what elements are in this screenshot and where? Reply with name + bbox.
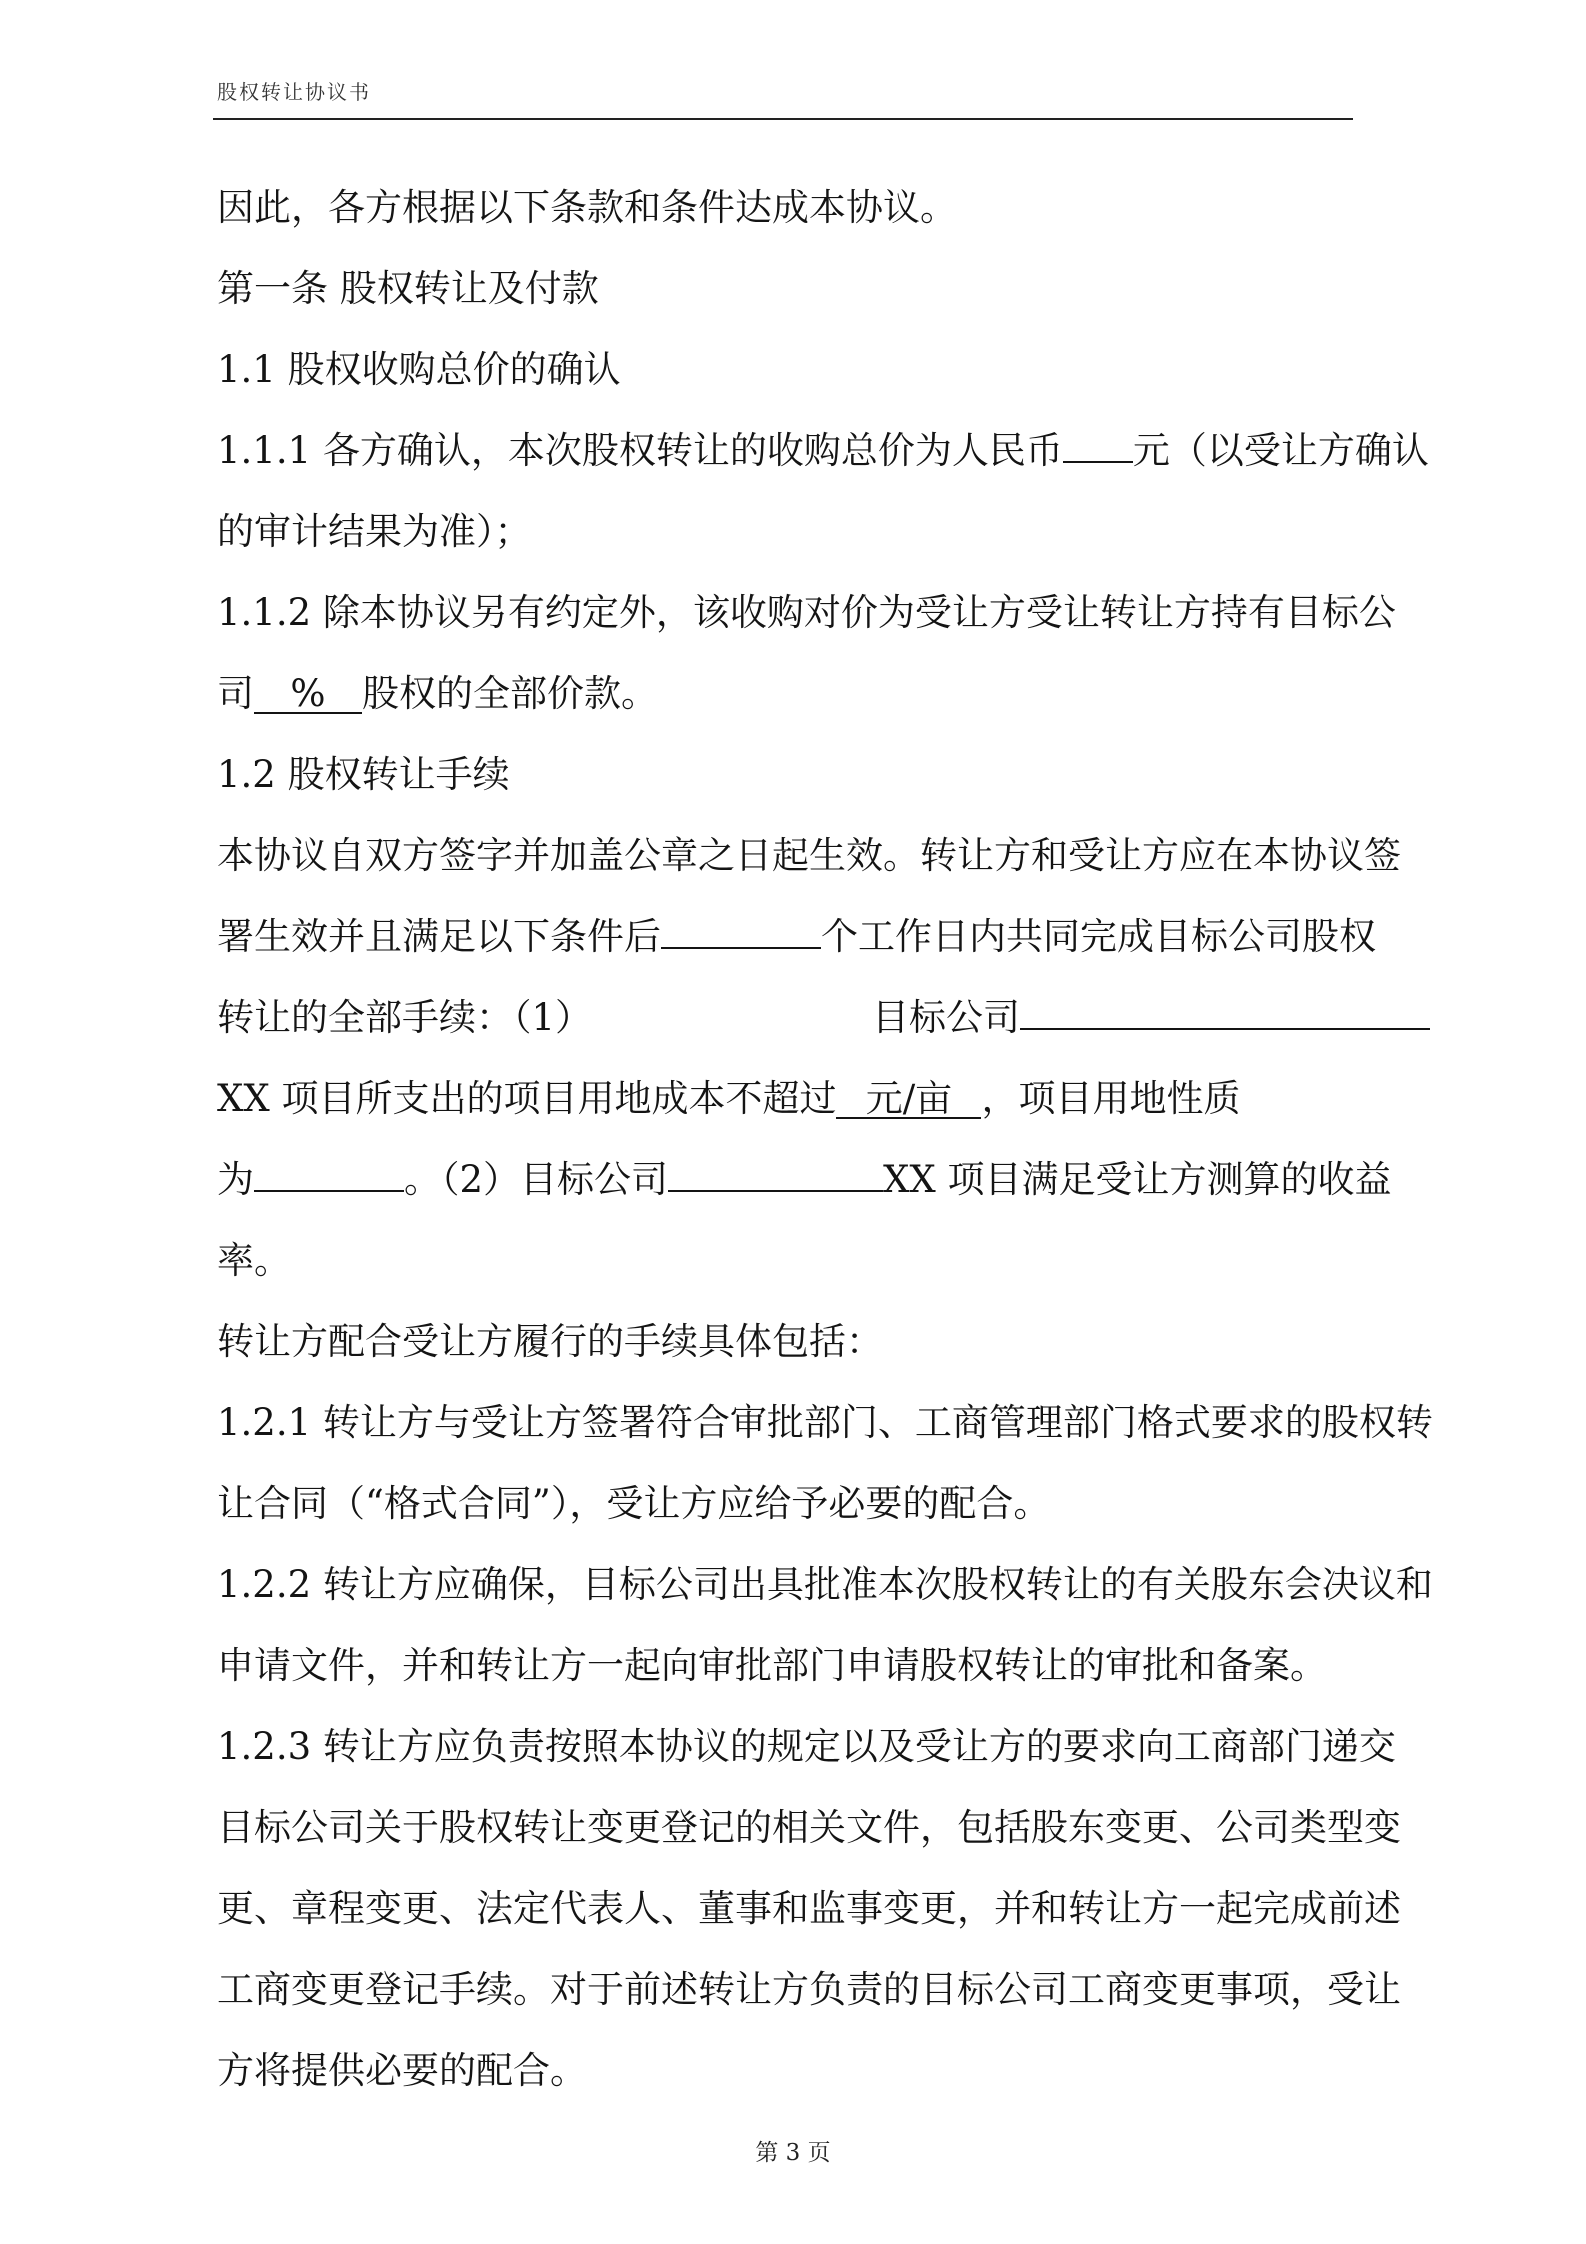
clause-1-2-2-line-2: 申请文件，并和转让方一起向审批部门申请股权转让的审批和备案。 <box>217 1644 1327 1687</box>
clause-1-2-3-line-1: 1.2.3 转让方应负责按照本协议的规定以及受让方的要求向工商部门递交 <box>217 1725 1396 1768</box>
clause-text: 转让的全部手续：（1） <box>217 996 593 1039</box>
project-name-blank-2 <box>668 1154 883 1192</box>
clause-text: 司 <box>217 672 254 715</box>
clause-text: XX 项目所支出的项目用地成本不超过 <box>217 1077 837 1120</box>
clause-1-2-1-line-1: 1.2.1 转让方与受让方签署符合审批部门、工商管理部门格式要求的股权转 <box>217 1401 1433 1444</box>
clause-text: 元（以受让方确认 <box>1132 429 1429 472</box>
clause-1-2-1-line-2: 让合同（“格式合同”），受让方应给予必要的配合。 <box>217 1482 1051 1525</box>
clause-1-1-2-line-2 <box>217 653 1429 734</box>
clause-text: 股权的全部价款。 <box>362 672 658 715</box>
clause-text: 。（2）目标公司 <box>404 1158 669 1201</box>
clause-text: ，项目用地性质 <box>981 1077 1241 1120</box>
workdays-blank <box>661 911 821 949</box>
article-1-heading: 第一条 股权转让及付款 <box>217 267 599 310</box>
clause-1-2-3-line-5: 方将提供必要的配合。 <box>217 2049 587 2092</box>
page-header <box>213 74 1353 120</box>
clause-text: 目标公司 <box>872 996 1021 1039</box>
page-number: 第 3 页 <box>755 2140 831 2166</box>
percent-blank: % <box>254 676 362 714</box>
clause-1-1-1-line-2: 的审计结果为准）； <box>217 510 532 553</box>
clause-text: 为 <box>217 1158 254 1201</box>
procedure-line-3 <box>217 977 1429 1058</box>
project-name-blank <box>1020 992 1430 1030</box>
clause-text: XX 项目满足受让方测算的收益 <box>883 1158 1392 1201</box>
procedure-line-1: 本协议自双方签字并加盖公章之日起生效。转让方和受让方应在本协议签 <box>217 834 1401 877</box>
clause-text: 署生效并且满足以下条件后 <box>217 915 661 958</box>
clause-1-1-1-line-1 <box>217 410 1429 491</box>
procedure-line-2 <box>217 896 1429 977</box>
land-nature-blank <box>254 1154 404 1192</box>
clause-text: 1.1.1 各方确认，本次股权转让的收购总价为人民币 <box>217 429 1063 472</box>
paragraph-intro: 因此，各方根据以下条款和条件达成本协议。 <box>217 186 957 229</box>
clause-1-2-3-line-3: 更、章程变更、法定代表人、董事和监事变更，并和转让方一起完成前述 <box>217 1887 1401 1930</box>
clause-1-2-2-line-1: 1.2.2 转让方应确保，目标公司出具批准本次股权转让的有关股东会决议和 <box>217 1563 1433 1606</box>
procedure-line-5 <box>217 1139 1429 1220</box>
procedures-intro: 转让方配合受让方履行的手续具体包括： <box>217 1320 883 1363</box>
land-cost-blank: 元/亩 <box>836 1081 981 1119</box>
header-title: 股权转让协议书 <box>217 80 371 104</box>
clause-1-2-3-line-4: 工商变更登记手续。对于前述转让方负责的目标公司工商变更事项，受让 <box>217 1968 1401 2011</box>
clause-1-2-3-line-2: 目标公司关于股权转让变更登记的相关文件，包括股东变更、公司类型变 <box>217 1806 1401 1849</box>
section-1-2-heading: 1.2 股权转让手续 <box>217 753 510 796</box>
document-body <box>217 167 1433 2111</box>
procedure-line-6: 率。 <box>217 1239 291 1282</box>
clause-1-1-2-line-1: 1.1.2 除本协议另有约定外，该收购对价为受让方受让转让方持有目标公 <box>217 591 1396 634</box>
price-blank <box>1063 425 1133 463</box>
clause-text: 个工作日内共同完成目标公司股权 <box>821 915 1376 958</box>
section-1-1-heading: 1.1 股权收购总价的确认 <box>217 348 621 391</box>
procedure-line-4 <box>217 1058 1429 1139</box>
